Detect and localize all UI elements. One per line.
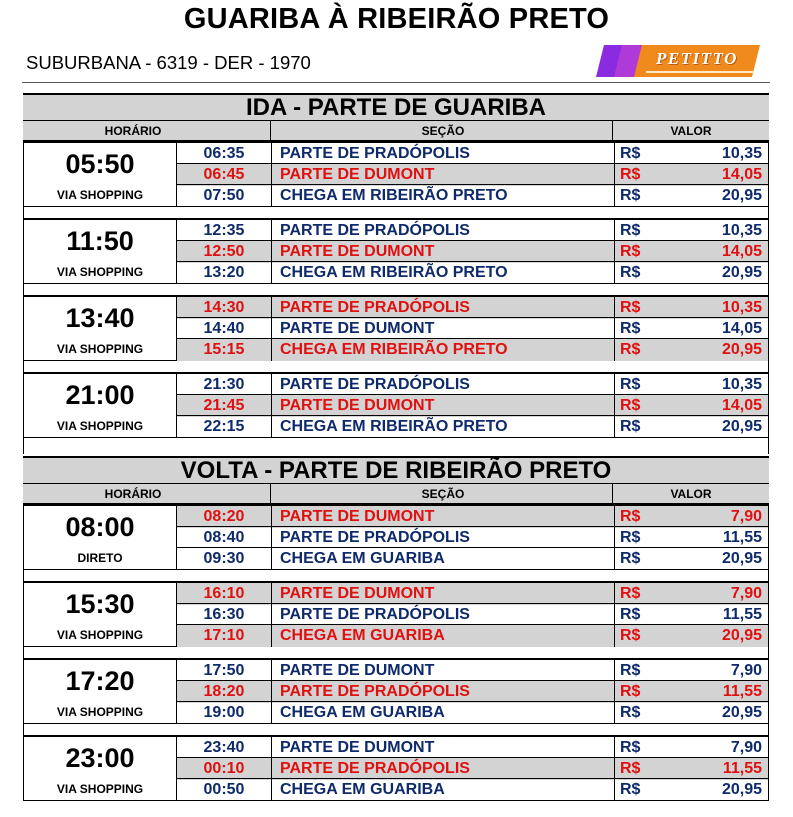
fare-value: 10,35 — [721, 376, 762, 393]
row-rule — [177, 680, 768, 681]
schedule-row — [177, 220, 768, 242]
schedule-row — [177, 241, 768, 263]
row-divider — [271, 262, 272, 284]
currency-symbol: R$ — [620, 627, 641, 644]
row-rule — [177, 547, 768, 548]
row-rule — [177, 701, 768, 702]
stop-section: PARTE DE DUMONT — [280, 508, 435, 525]
column-divider — [612, 121, 613, 140]
stop-section: PARTE DE PRADÓPOLIS — [280, 222, 470, 239]
row-divider — [614, 527, 615, 549]
stop-time: 15:15 — [203, 341, 245, 358]
route-note: VIA SHOPPING — [56, 628, 144, 642]
column-valor: VALOR — [670, 487, 712, 501]
schedule-row — [177, 416, 768, 438]
schedule-row — [177, 143, 768, 165]
schedule-row — [177, 758, 768, 780]
row-divider — [271, 583, 272, 605]
stop-section: CHEGA EM RIBEIRÃO PRETO — [280, 187, 508, 204]
route-note: VIA SHOPPING — [56, 782, 144, 796]
row-rule — [177, 240, 768, 241]
schedule-row — [177, 625, 768, 647]
departure-group — [23, 735, 769, 801]
fare-value: 7,90 — [730, 739, 762, 756]
row-divider — [614, 164, 615, 186]
currency-symbol: R$ — [620, 683, 641, 700]
schedule-row — [177, 527, 768, 549]
row-divider — [614, 374, 615, 396]
currency-symbol: R$ — [620, 341, 641, 358]
route-note: VIA SHOPPING — [56, 419, 144, 433]
row-divider — [271, 220, 272, 242]
departure-time: 08:00 — [65, 512, 135, 542]
schedule-row — [177, 395, 768, 417]
fare-value: 20,95 — [721, 187, 762, 204]
departure-time: 17:20 — [65, 666, 135, 696]
row-divider — [271, 681, 272, 703]
departure-time: 11:50 — [66, 226, 134, 256]
fare-value: 7,90 — [730, 662, 762, 679]
stop-section: PARTE DE PRADÓPOLIS — [280, 145, 470, 162]
route-note: VIA SHOPPING — [56, 188, 144, 202]
row-divider — [271, 527, 272, 549]
fare-value: 11,55 — [722, 683, 762, 700]
fare-value: 14,05 — [721, 397, 762, 414]
stop-section: PARTE DE PRADÓPOLIS — [280, 299, 470, 316]
currency-symbol: R$ — [620, 508, 641, 525]
schedule-row — [177, 297, 768, 319]
departure-time: 21:00 — [65, 380, 135, 410]
currency-symbol: R$ — [620, 243, 641, 260]
stop-time: 17:50 — [203, 662, 245, 679]
stop-time: 07:50 — [203, 187, 245, 204]
departure-group — [23, 372, 769, 438]
row-divider — [614, 241, 615, 263]
currency-symbol: R$ — [620, 760, 641, 777]
stop-section: CHEGA EM RIBEIRÃO PRETO — [280, 341, 508, 358]
stop-section: PARTE DE PRADÓPOLIS — [280, 606, 470, 623]
fare-value: 7,90 — [730, 508, 762, 525]
currency-symbol: R$ — [620, 606, 641, 623]
stop-time: 00:50 — [203, 781, 245, 798]
volta-column-header — [23, 484, 769, 504]
schedule-row — [177, 583, 768, 605]
row-divider — [271, 143, 272, 165]
fare-value: 10,35 — [721, 145, 762, 162]
currency-symbol: R$ — [620, 222, 641, 239]
departure-time: 15:30 — [65, 589, 135, 619]
currency-symbol: R$ — [620, 376, 641, 393]
group-gap — [23, 724, 769, 735]
column-divider — [270, 484, 271, 503]
stop-time: 22:15 — [203, 418, 245, 435]
row-divider — [614, 779, 615, 801]
row-divider — [271, 164, 272, 186]
row-divider — [614, 262, 615, 284]
fare-value: 14,05 — [721, 243, 762, 260]
stop-section: PARTE DE PRADÓPOLIS — [280, 760, 470, 777]
currency-symbol: R$ — [620, 529, 641, 546]
schedule-row — [177, 339, 768, 361]
stop-section: PARTE DE DUMONT — [280, 585, 435, 602]
row-divider — [614, 297, 615, 319]
row-rule — [177, 394, 768, 395]
departure-time: 23:00 — [65, 743, 135, 773]
stop-section: CHEGA EM GUARIBA — [280, 550, 445, 567]
fare-value: 11,55 — [722, 606, 762, 623]
row-rule — [177, 163, 768, 164]
row-divider — [614, 548, 615, 570]
schedule-row — [177, 185, 768, 207]
row-divider — [614, 681, 615, 703]
row-divider — [271, 758, 272, 780]
stop-time: 08:20 — [203, 508, 245, 525]
currency-symbol: R$ — [620, 397, 641, 414]
stop-time: 14:30 — [203, 299, 245, 316]
group-gap — [23, 361, 769, 372]
currency-symbol: R$ — [620, 166, 641, 183]
schedule-row — [177, 702, 768, 724]
route-subtitle: SUBURBANA - 6319 - DER - 1970 — [26, 52, 311, 73]
row-divider — [271, 660, 272, 682]
row-divider — [271, 779, 272, 801]
row-rule — [177, 338, 768, 339]
departure-group — [23, 141, 769, 207]
row-divider — [614, 506, 615, 528]
row-divider — [614, 220, 615, 242]
row-divider — [614, 583, 615, 605]
stop-section: CHEGA EM RIBEIRÃO PRETO — [280, 264, 508, 281]
route-note: VIA SHOPPING — [56, 342, 144, 356]
row-rule — [177, 415, 768, 416]
row-rule — [177, 603, 768, 604]
stop-section: CHEGA EM GUARIBA — [280, 704, 445, 721]
row-rule — [177, 778, 768, 779]
stop-section: PARTE DE DUMONT — [280, 320, 435, 337]
schedule-row — [177, 318, 768, 340]
schedule-row — [177, 548, 768, 570]
row-rule — [177, 184, 768, 185]
stop-section: CHEGA EM GUARIBA — [280, 627, 445, 644]
row-rule — [177, 526, 768, 527]
departure-group — [23, 218, 769, 284]
row-divider — [271, 702, 272, 724]
section-gap — [23, 438, 769, 454]
row-divider — [271, 625, 272, 647]
currency-symbol: R$ — [620, 418, 641, 435]
stop-time: 16:10 — [203, 585, 245, 602]
schedule-row — [177, 506, 768, 528]
column-valor: VALOR — [670, 124, 712, 138]
row-divider — [271, 548, 272, 570]
schedule-row — [177, 262, 768, 284]
row-divider — [271, 185, 272, 207]
stop-time: 12:35 — [203, 222, 245, 239]
row-divider — [614, 625, 615, 647]
stop-time: 13:20 — [203, 264, 245, 281]
stop-time: 21:45 — [203, 397, 245, 414]
schedule-row — [177, 660, 768, 682]
row-divider — [271, 395, 272, 417]
stop-time: 18:20 — [203, 683, 245, 700]
stop-time: 23:40 — [203, 739, 245, 756]
departure-group — [23, 581, 769, 647]
currency-symbol: R$ — [620, 145, 641, 162]
route-note: VIA SHOPPING — [56, 705, 144, 719]
fare-value: 20,95 — [721, 341, 762, 358]
stop-time: 21:30 — [203, 376, 245, 393]
fare-value: 20,95 — [721, 627, 762, 644]
fare-value: 14,05 — [721, 320, 762, 337]
fare-value: 20,95 — [721, 704, 762, 721]
stop-section: PARTE DE DUMONT — [280, 739, 435, 756]
stop-time: 16:30 — [203, 606, 245, 623]
header-divider — [22, 82, 770, 83]
row-divider — [271, 374, 272, 396]
row-divider — [271, 604, 272, 626]
stop-time: 17:10 — [203, 627, 245, 644]
departure-group — [23, 658, 769, 724]
stop-time: 06:45 — [203, 166, 245, 183]
stop-section: CHEGA EM RIBEIRÃO PRETO — [280, 418, 508, 435]
currency-symbol: R$ — [620, 299, 641, 316]
row-divider — [614, 185, 615, 207]
row-divider — [614, 737, 615, 759]
schedule-row — [177, 604, 768, 626]
currency-symbol: R$ — [620, 550, 641, 567]
ida-section-title: IDA - PARTE DE GUARIBA — [23, 93, 769, 121]
row-divider — [271, 339, 272, 361]
group-gap — [23, 570, 769, 581]
stop-time: 09:30 — [203, 550, 245, 567]
departure-time: 13:40 — [65, 303, 135, 333]
currency-symbol: R$ — [620, 739, 641, 756]
departure-time: 05:50 — [65, 149, 135, 179]
row-divider — [271, 737, 272, 759]
stop-time: 08:40 — [203, 529, 245, 546]
fare-value: 10,35 — [721, 222, 762, 239]
currency-symbol: R$ — [620, 264, 641, 281]
page-title: GUARIBA À RIBEIRÃO PRETO — [183, 3, 610, 35]
fare-value: 11,55 — [722, 529, 762, 546]
row-divider — [614, 143, 615, 165]
row-divider — [614, 604, 615, 626]
row-divider — [271, 241, 272, 263]
stop-time: 14:40 — [203, 320, 245, 337]
group-gap — [23, 207, 769, 218]
row-divider — [271, 416, 272, 438]
schedule-row — [177, 681, 768, 703]
row-divider — [614, 660, 615, 682]
currency-symbol: R$ — [620, 320, 641, 337]
fare-value: 10,35 — [721, 299, 762, 316]
column-secao: SEÇÃO — [421, 487, 465, 501]
departure-group — [23, 504, 769, 570]
column-horario: HORÁRIO — [104, 124, 162, 138]
schedule-row — [177, 374, 768, 396]
stop-section: PARTE DE PRADÓPOLIS — [280, 683, 470, 700]
ida-column-header — [23, 121, 769, 141]
stop-time: 12:50 — [203, 243, 245, 260]
row-divider — [271, 318, 272, 340]
row-divider — [614, 416, 615, 438]
schedule-row — [177, 164, 768, 186]
row-rule — [177, 624, 768, 625]
fare-value: 7,90 — [730, 585, 762, 602]
stop-section: CHEGA EM GUARIBA — [280, 781, 445, 798]
currency-symbol: R$ — [620, 187, 641, 204]
route-note: VIA SHOPPING — [56, 265, 144, 279]
fare-value: 20,95 — [721, 550, 762, 567]
fare-value: 11,55 — [722, 760, 762, 777]
fare-value: 20,95 — [721, 418, 762, 435]
row-rule — [177, 757, 768, 758]
column-secao: SEÇÃO — [421, 124, 465, 138]
stop-section: PARTE DE DUMONT — [280, 243, 435, 260]
stop-time: 00:10 — [203, 760, 245, 777]
logo-text: PETITTO — [656, 49, 738, 68]
stop-time: 06:35 — [203, 145, 245, 162]
stop-section: PARTE DE DUMONT — [280, 166, 435, 183]
row-divider — [271, 297, 272, 319]
departure-group — [23, 295, 769, 361]
currency-symbol: R$ — [620, 781, 641, 798]
volta-section-title: VOLTA - PARTE DE RIBEIRÃO PRETO — [23, 456, 769, 484]
row-divider — [271, 506, 272, 528]
stop-section: PARTE DE PRADÓPOLIS — [280, 529, 470, 546]
column-horario: HORÁRIO — [104, 487, 162, 501]
row-rule — [177, 261, 768, 262]
stop-time: 19:00 — [203, 704, 245, 721]
row-divider — [614, 339, 615, 361]
row-divider — [614, 318, 615, 340]
group-gap — [23, 647, 769, 658]
fare-value: 20,95 — [721, 781, 762, 798]
currency-symbol: R$ — [620, 704, 641, 721]
stop-section: PARTE DE DUMONT — [280, 397, 435, 414]
route-note: DIRETO — [77, 551, 123, 565]
column-divider — [612, 484, 613, 503]
row-divider — [614, 395, 615, 417]
currency-symbol: R$ — [620, 585, 641, 602]
row-divider — [614, 702, 615, 724]
group-gap — [23, 284, 769, 295]
currency-symbol: R$ — [620, 662, 641, 679]
stop-section: PARTE DE DUMONT — [280, 662, 435, 679]
fare-value: 20,95 — [721, 264, 762, 281]
column-divider — [270, 121, 271, 140]
schedule-row — [177, 737, 768, 759]
schedule-row — [177, 779, 768, 801]
row-rule — [177, 317, 768, 318]
fare-value: 14,05 — [721, 166, 762, 183]
stop-section: PARTE DE PRADÓPOLIS — [280, 376, 470, 393]
row-divider — [614, 758, 615, 780]
